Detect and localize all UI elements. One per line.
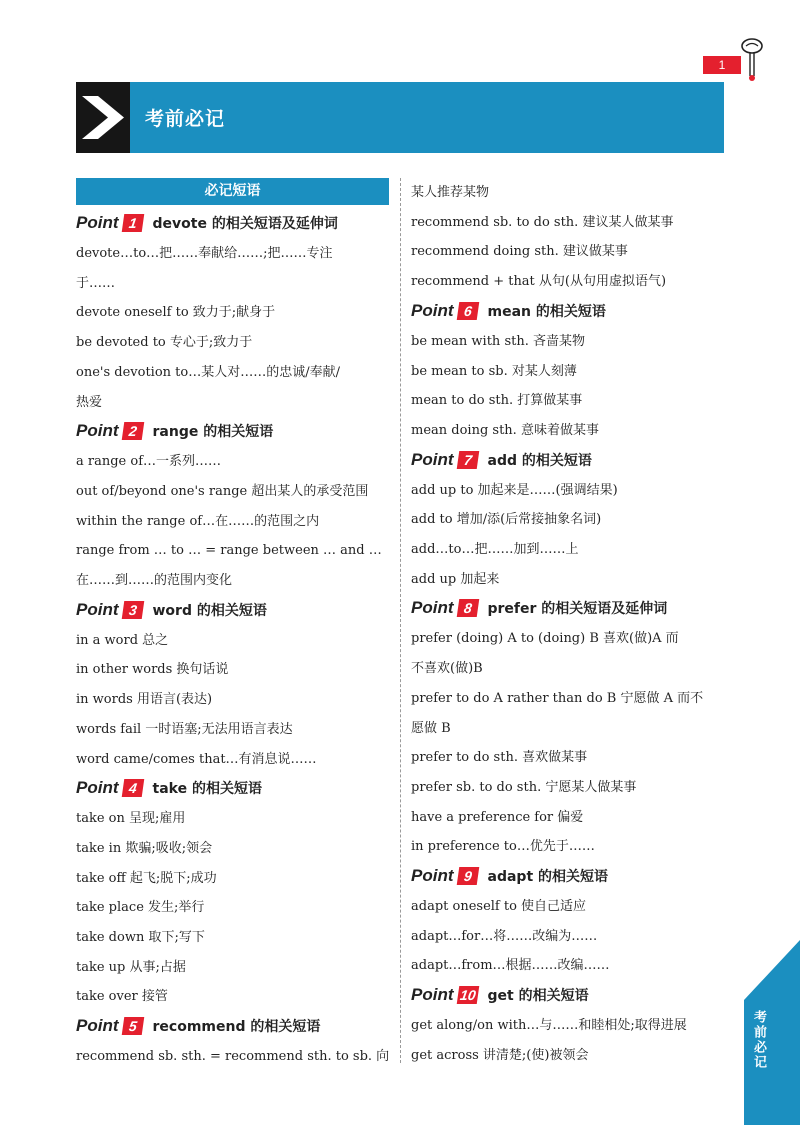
phrase-line: get along/on with…与……和睦相处;取得进展 (411, 1018, 687, 1034)
point-heading (411, 447, 729, 473)
point-title: take 的相关短语 (152, 781, 262, 798)
phrase-line: be mean with sth. 吝啬某物 (411, 333, 585, 349)
phrase-line: devote oneself to 致力于;献身于 (76, 305, 276, 321)
phrase-line: within the range of…在……的范围之内 (76, 513, 320, 529)
point-title: devote 的相关短语及延伸词 (152, 216, 338, 232)
phrase-line: get across 讲清楚;(使)被领会 (411, 1047, 589, 1063)
phrase-line: one's devotion to…某人对……的忠诚/奉献/ (76, 364, 340, 380)
phrase-line: take over 接管 (76, 989, 168, 1005)
point-title: mean 的相关短语 (487, 303, 606, 320)
phrase-line: be devoted to 专心于;致力于 (76, 335, 253, 351)
side-tab-label: 考前必记 (751, 1010, 766, 1070)
phrase-line: 在……到……的范围内变化 (76, 573, 233, 589)
point-title: prefer 的相关短语及延伸词 (487, 601, 668, 618)
point-number-badge: 5 (121, 1017, 144, 1035)
phrase-line: recommend + that 从句(从句用虚拟语气) (411, 274, 667, 290)
point-label: Point (411, 449, 454, 469)
point-label: Point (76, 1016, 119, 1036)
point-title: word 的相关短语 (152, 602, 267, 619)
phrase-line: in preference to…优先于…… (411, 839, 595, 855)
phrase-line: 愿做 B (411, 720, 451, 736)
side-tab-corner (744, 940, 800, 1000)
chevron-right-icon (76, 82, 130, 153)
phrase-line: 某人推荐某物 (411, 185, 490, 200)
phrase-line: add up to 加起来是……(强调结果) (411, 482, 618, 498)
section-title: 必记短语 (76, 178, 389, 205)
point-number-badge: 2 (121, 422, 144, 440)
phrase-line: take place 发生;举行 (76, 900, 205, 916)
phrase-line: in words 用语言(表达) (76, 692, 213, 708)
phrase-line: prefer sb. to do sth. 宁愿某人做某事 (411, 779, 637, 795)
point-heading (76, 1013, 389, 1039)
phrase-line: range from … to … = range between … and … (76, 543, 382, 559)
point-title: add 的相关短语 (487, 452, 592, 469)
phrase-line: be mean to sb. 对某人刻薄 (411, 363, 577, 379)
point-label: Point (76, 421, 119, 441)
phrase-line: adapt…from…根据……改编…… (411, 958, 610, 974)
page-title: 考前必记 (145, 108, 226, 130)
point-label: Point (76, 778, 119, 798)
phrase-line: take on 呈现;雇用 (76, 811, 186, 827)
point-title: adapt 的相关短语 (487, 869, 609, 886)
phrase-line: 不喜欢(做)B (411, 661, 483, 677)
phrase-line: a range of…一系列…… (76, 454, 222, 470)
point-number-badge: 8 (456, 599, 479, 617)
point-heading (411, 982, 729, 1008)
phrase-line: recommend doing sth. 建议做某事 (411, 244, 628, 260)
point-heading (411, 298, 729, 324)
left-column (76, 178, 389, 1072)
point-number-badge: 6 (456, 302, 479, 320)
phrase-line: 热爱 (76, 394, 103, 410)
phrase-line: take in 欺骗;吸收;领会 (76, 840, 213, 856)
phrase-line: in other words 换句话说 (76, 662, 229, 678)
point-label: Point (411, 985, 454, 1005)
phrase-line: prefer (doing) A to (doing) B 喜欢(做)A 而 (411, 631, 679, 647)
phrase-line: words fail 一时语塞;无法用语言表达 (76, 721, 293, 737)
phrase-line: in a word 总之 (76, 632, 169, 648)
phrase-line: out of/beyond one's range 超出某人的承受范围 (76, 483, 369, 499)
point-label: Point (411, 866, 454, 886)
point-heading (411, 595, 729, 621)
phrase-line: add…to…把……加到……上 (411, 542, 579, 558)
point-title: get 的相关短语 (487, 988, 589, 1005)
phrase-line: add to 增加/添(后常接抽象名词) (411, 512, 602, 528)
point-title: range 的相关短语 (152, 424, 274, 441)
point-number-badge: 10 (456, 986, 479, 1004)
right-column (411, 178, 729, 1071)
phrase-line: mean to do sth. 打算做某事 (411, 393, 583, 409)
phrase-line: recommend sb. sth. = recommend sth. to sb. 向 (76, 1049, 390, 1065)
point-label: Point (411, 300, 454, 320)
phrase-line: prefer to do A rather than do B 宁愿做 A 而不 (411, 690, 704, 706)
phrase-line: have a preference for 偏爱 (411, 809, 584, 825)
point-label: Point (76, 213, 119, 232)
point-number-badge: 4 (121, 779, 144, 797)
point-heading (411, 863, 729, 889)
point-heading (76, 210, 389, 236)
phrase-line: prefer to do sth. 喜欢做某事 (411, 750, 588, 766)
point-heading (76, 418, 389, 444)
column-divider (400, 178, 401, 1063)
point-title: recommend 的相关短语 (152, 1019, 321, 1036)
point-heading (76, 597, 389, 623)
phrase-line: take off 起飞;脱下;成功 (76, 870, 217, 886)
phrase-line: add up 加起来 (411, 571, 500, 587)
phrase-line: recommend sb. to do sth. 建议某人做某事 (411, 214, 674, 230)
point-heading (76, 775, 389, 801)
phrase-line: devote…to…把……奉献给……;把……专注 (76, 246, 333, 261)
point-label: Point (76, 599, 119, 619)
phrase-line: take down 取下;写下 (76, 930, 205, 946)
header-arrow-block (76, 82, 130, 153)
page-number: 1 (703, 56, 741, 74)
phrase-line: adapt…for…将……改编为…… (411, 928, 598, 944)
phrase-line: adapt oneself to 使自己适应 (411, 899, 587, 915)
phrase-line: mean doing sth. 意味着做某事 (411, 422, 599, 438)
point-number-badge: 7 (456, 451, 479, 469)
point-label: Point (411, 598, 454, 618)
phrase-line: word came/comes that…有消息说…… (76, 751, 317, 767)
point-number-badge: 9 (456, 867, 479, 885)
phrase-line: take up 从事;占据 (76, 959, 186, 975)
phrase-line: 于…… (76, 275, 116, 291)
lightbulb-icon (738, 36, 766, 84)
point-number-badge: 3 (121, 601, 144, 619)
point-number-badge: 1 (121, 214, 144, 232)
